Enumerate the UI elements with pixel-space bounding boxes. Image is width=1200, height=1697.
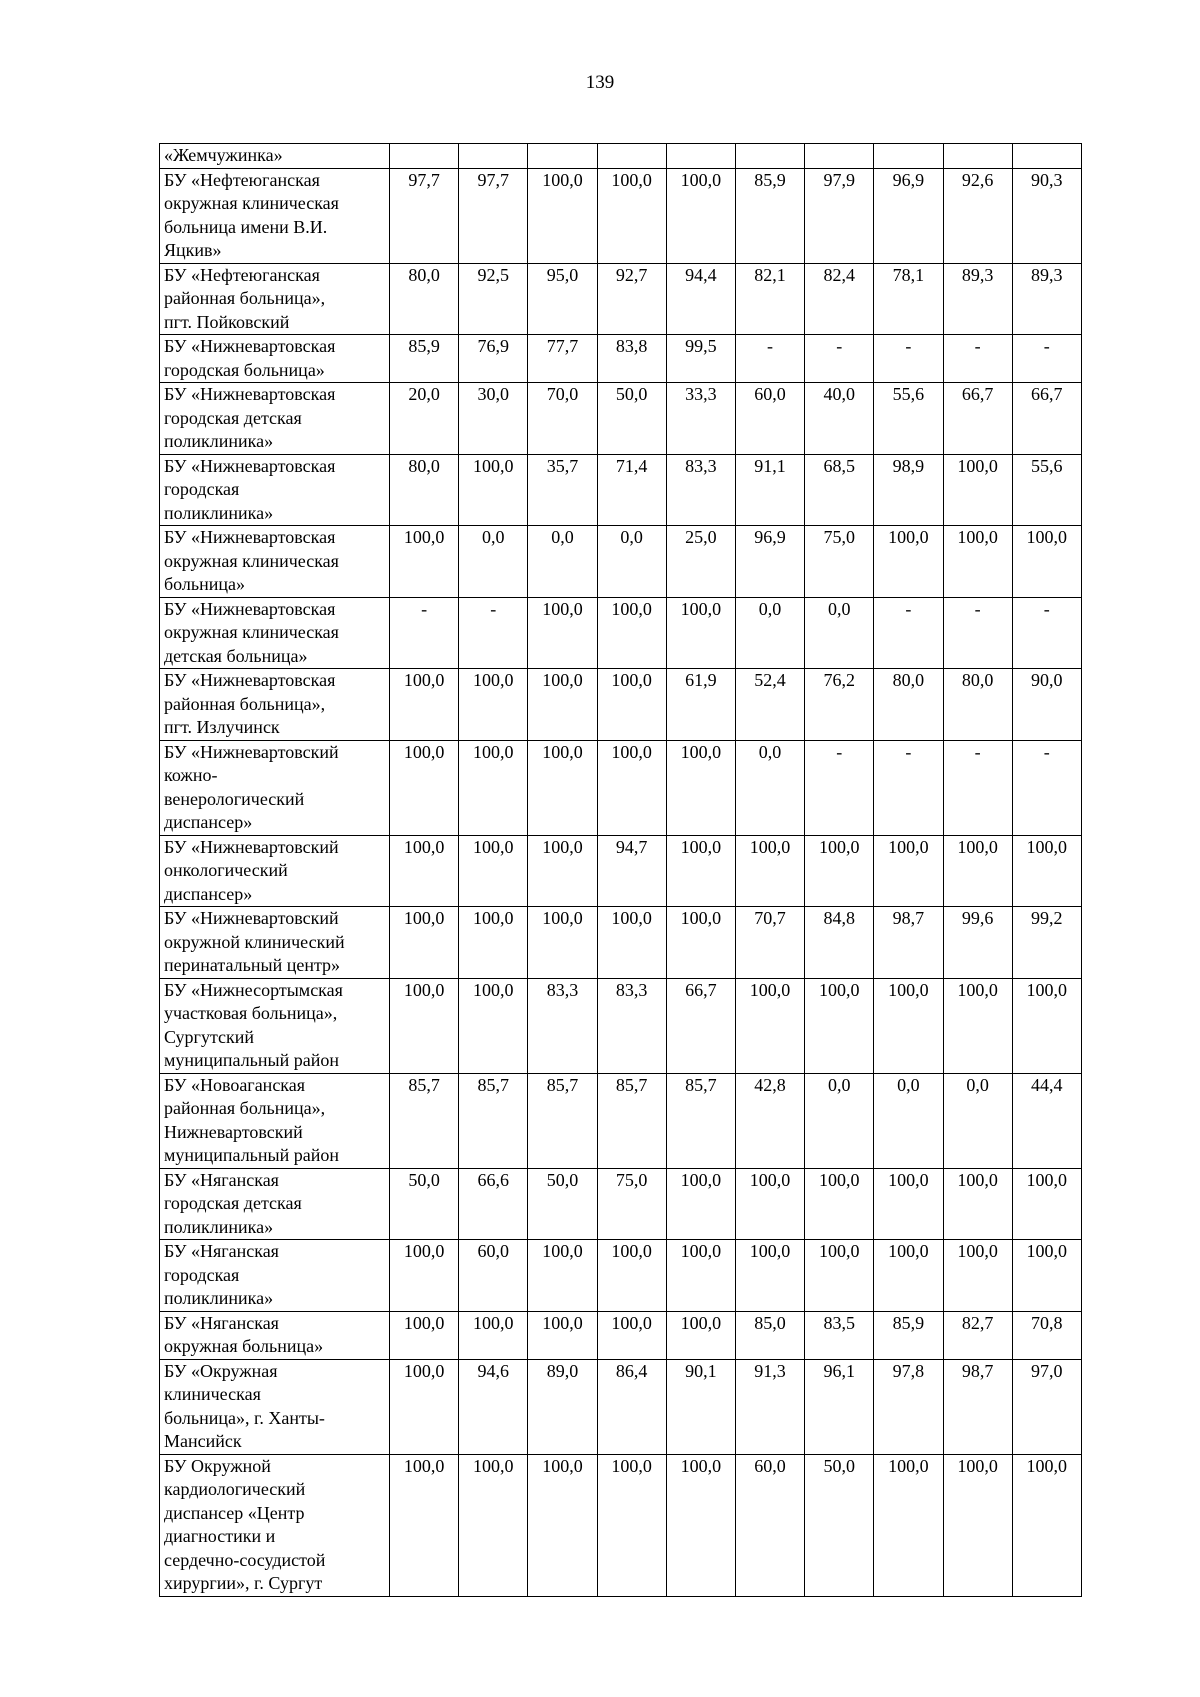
value-cell: 100,0 [597,1311,666,1359]
value-cell: 85,9 [390,335,459,383]
value-cell: 60,0 [459,1240,528,1312]
value-cell: 80,0 [390,454,459,526]
value-cell: 85,7 [666,1073,735,1168]
value-cell: 66,7 [943,383,1012,455]
value-cell: - [1012,740,1081,835]
data-table [159,143,1082,1597]
value-cell: 100,0 [735,835,804,907]
value-cell: 100,0 [459,978,528,1073]
value-cell: 100,0 [666,168,735,263]
value-cell: 100,0 [943,1454,1012,1596]
table-row [160,907,1082,979]
value-cell: 50,0 [528,1168,597,1240]
value-cell: 85,9 [735,168,804,263]
value-cell: 100,0 [1012,1454,1081,1596]
value-cell: 50,0 [597,383,666,455]
value-cell: 100,0 [666,907,735,979]
value-cell: 92,5 [459,263,528,335]
value-cell [943,144,1012,169]
value-cell: 82,1 [735,263,804,335]
value-cell: 97,0 [1012,1359,1081,1454]
value-cell: 80,0 [943,669,1012,741]
value-cell: 42,8 [735,1073,804,1168]
value-cell: 100,0 [666,597,735,669]
value-cell: 100,0 [597,669,666,741]
value-cell: 100,0 [943,454,1012,526]
value-cell: 100,0 [459,454,528,526]
institution-name-cell: БУ «Нижневартовская городская больница» [160,335,390,383]
value-cell [459,144,528,169]
value-cell: 100,0 [528,835,597,907]
value-cell: 98,7 [874,907,943,979]
value-cell: 100,0 [1012,978,1081,1073]
value-cell: 100,0 [390,1359,459,1454]
value-cell: 91,1 [735,454,804,526]
value-cell: 25,0 [666,526,735,598]
table-row [160,1311,1082,1359]
value-cell: 89,3 [1012,263,1081,335]
value-cell: 97,7 [459,168,528,263]
value-cell: - [874,597,943,669]
institution-name-cell: БУ «Нижневартовская окружная клиническая детская больница» [160,597,390,669]
institution-name-cell: БУ «Новоаганская районная больница», Нижневартовский муниципальный район [160,1073,390,1168]
value-cell: 100,0 [390,1240,459,1312]
value-cell: 100,0 [528,1240,597,1312]
value-cell: 100,0 [1012,1240,1081,1312]
value-cell: 100,0 [528,597,597,669]
value-cell: 99,6 [943,907,1012,979]
value-cell: 75,0 [597,1168,666,1240]
value-cell: 50,0 [805,1454,874,1596]
institution-name-cell: БУ Окружной кардиологический диспансер «Центр диагностики и сердечно-сосудистой хирургии», г. Сургут [160,1454,390,1596]
table-row [160,1359,1082,1454]
value-cell: 86,4 [597,1359,666,1454]
value-cell [874,144,943,169]
value-cell: 0,0 [735,740,804,835]
value-cell: 100,0 [528,907,597,979]
value-cell: 85,0 [735,1311,804,1359]
value-cell: 100,0 [943,1240,1012,1312]
value-cell: 0,0 [805,1073,874,1168]
value-cell: 94,6 [459,1359,528,1454]
value-cell: 0,0 [874,1073,943,1168]
value-cell: 100,0 [459,740,528,835]
value-cell: 100,0 [874,978,943,1073]
value-cell: 40,0 [805,383,874,455]
value-cell: 0,0 [597,526,666,598]
page-number: 139 [585,72,615,93]
value-cell: 80,0 [390,263,459,335]
value-cell: 20,0 [390,383,459,455]
value-cell: 100,0 [805,835,874,907]
value-cell: 100,0 [874,1240,943,1312]
institution-name-cell: БУ «Нижневартовская окружная клиническая больница» [160,526,390,598]
value-cell: - [874,740,943,835]
table-row [160,1168,1082,1240]
value-cell: 89,3 [943,263,1012,335]
value-cell: 0,0 [459,526,528,598]
value-cell: 99,5 [666,335,735,383]
value-cell: 100,0 [528,740,597,835]
value-cell: 94,7 [597,835,666,907]
table-row [160,1454,1082,1596]
value-cell: 70,0 [528,383,597,455]
value-cell: 94,4 [666,263,735,335]
value-cell: 55,6 [874,383,943,455]
table-row [160,835,1082,907]
value-cell: 44,4 [1012,1073,1081,1168]
value-cell: 100,0 [874,1168,943,1240]
table-row [160,383,1082,455]
table-row [160,454,1082,526]
institution-name-cell: «Жемчужинка» [160,144,390,169]
value-cell: 85,7 [390,1073,459,1168]
value-cell: - [805,740,874,835]
value-cell: 100,0 [528,1454,597,1596]
value-cell: 97,7 [390,168,459,263]
value-cell: 100,0 [459,1311,528,1359]
value-cell: - [1012,597,1081,669]
value-cell: 0,0 [528,526,597,598]
value-cell: 100,0 [1012,835,1081,907]
value-cell: 92,6 [943,168,1012,263]
value-cell: 70,7 [735,907,804,979]
value-cell: 100,0 [735,1168,804,1240]
value-cell: 50,0 [390,1168,459,1240]
value-cell: 90,0 [1012,669,1081,741]
value-cell: 100,0 [390,835,459,907]
value-cell: 100,0 [805,978,874,1073]
value-cell: 60,0 [735,1454,804,1596]
value-cell: - [735,335,804,383]
table-row [160,669,1082,741]
value-cell: 100,0 [805,1168,874,1240]
table-row [160,144,1082,169]
value-cell: 100,0 [805,1240,874,1312]
value-cell: 85,7 [528,1073,597,1168]
value-cell: 100,0 [1012,1168,1081,1240]
value-cell [666,144,735,169]
institution-name-cell: БУ «Нижневартовский окружной клинический перинатальный центр» [160,907,390,979]
value-cell: - [943,740,1012,835]
value-cell: 100,0 [597,168,666,263]
value-cell: - [459,597,528,669]
value-cell: 100,0 [390,978,459,1073]
value-cell: 85,9 [874,1311,943,1359]
institution-name-cell: БУ «Няганская окружная больница» [160,1311,390,1359]
value-cell: 100,0 [943,978,1012,1073]
value-cell: 100,0 [666,740,735,835]
value-cell: 100,0 [390,526,459,598]
value-cell [1012,144,1081,169]
value-cell: 83,8 [597,335,666,383]
value-cell: 96,9 [735,526,804,598]
institution-name-cell: БУ «Нижневартовская районная больница», пгт. Излучинск [160,669,390,741]
table-row [160,740,1082,835]
value-cell: 70,8 [1012,1311,1081,1359]
value-cell: 35,7 [528,454,597,526]
table-row [160,1240,1082,1312]
value-cell: 96,9 [874,168,943,263]
value-cell: 66,7 [666,978,735,1073]
value-cell: 100,0 [666,835,735,907]
value-cell: 76,9 [459,335,528,383]
value-cell: 76,2 [805,669,874,741]
value-cell: 95,0 [528,263,597,335]
value-cell: 98,9 [874,454,943,526]
institution-name-cell: БУ «Нижневартовский онкологический диспансер» [160,835,390,907]
value-cell: 82,7 [943,1311,1012,1359]
value-cell: 0,0 [735,597,804,669]
value-cell: 100,0 [597,597,666,669]
value-cell: 66,7 [1012,383,1081,455]
value-cell: 100,0 [1012,526,1081,598]
value-cell: 100,0 [528,168,597,263]
value-cell: 100,0 [390,1454,459,1596]
value-cell: 55,6 [1012,454,1081,526]
value-cell: 100,0 [459,835,528,907]
value-cell: 85,7 [459,1073,528,1168]
value-cell: 100,0 [874,526,943,598]
value-cell: 83,3 [528,978,597,1073]
value-cell: 100,0 [597,1454,666,1596]
value-cell: 100,0 [597,1240,666,1312]
value-cell [735,144,804,169]
value-cell: 100,0 [666,1240,735,1312]
value-cell: - [805,335,874,383]
value-cell: 33,3 [666,383,735,455]
value-cell: 100,0 [943,835,1012,907]
value-cell: 78,1 [874,263,943,335]
value-cell: 100,0 [390,669,459,741]
value-cell [528,144,597,169]
value-cell: 68,5 [805,454,874,526]
institution-name-cell: БУ «Нижневартовская городская детская поликлиника» [160,383,390,455]
value-cell: 60,0 [735,383,804,455]
table-row [160,597,1082,669]
value-cell: 100,0 [528,669,597,741]
value-cell: 84,8 [805,907,874,979]
value-cell: 100,0 [735,978,804,1073]
value-cell: 30,0 [459,383,528,455]
value-cell [597,144,666,169]
value-cell: 85,7 [597,1073,666,1168]
value-cell: 100,0 [666,1311,735,1359]
value-cell: 100,0 [943,526,1012,598]
value-cell: 80,0 [874,669,943,741]
table-row [160,978,1082,1073]
table-row [160,335,1082,383]
institution-name-cell: БУ «Нефтеюганская окружная клиническая больница имени В.И. Яцкив» [160,168,390,263]
institution-name-cell: БУ «Нефтеюганская районная больница», пгт. Пойковский [160,263,390,335]
value-cell: 99,2 [1012,907,1081,979]
value-cell: - [943,335,1012,383]
value-cell: 100,0 [735,1240,804,1312]
institution-name-cell: БУ «Окружная клиническая больница», г. Ханты- Мансийск [160,1359,390,1454]
table-row [160,1073,1082,1168]
value-cell: 66,6 [459,1168,528,1240]
value-cell: 97,8 [874,1359,943,1454]
value-cell: 100,0 [390,740,459,835]
value-cell: 89,0 [528,1359,597,1454]
institution-name-cell: БУ «Нижневартовский кожно- венерологический диспансер» [160,740,390,835]
value-cell: 75,0 [805,526,874,598]
value-cell: 83,3 [597,978,666,1073]
value-cell: 83,3 [666,454,735,526]
value-cell: 100,0 [874,1454,943,1596]
value-cell: 52,4 [735,669,804,741]
value-cell: 90,3 [1012,168,1081,263]
value-cell: 100,0 [597,907,666,979]
value-cell: 100,0 [528,1311,597,1359]
table-row [160,526,1082,598]
value-cell [390,144,459,169]
value-cell: 97,9 [805,168,874,263]
value-cell: 100,0 [666,1454,735,1596]
value-cell: 0,0 [943,1073,1012,1168]
value-cell: 96,1 [805,1359,874,1454]
value-cell: 100,0 [390,1311,459,1359]
value-cell: 82,4 [805,263,874,335]
value-cell: 90,1 [666,1359,735,1454]
value-cell: 71,4 [597,454,666,526]
value-cell: 100,0 [459,669,528,741]
institution-name-cell: БУ «Нижнесортымская участковая больница», Сургутский муниципальный район [160,978,390,1073]
value-cell: 100,0 [666,1168,735,1240]
value-cell: 100,0 [459,907,528,979]
value-cell: - [1012,335,1081,383]
value-cell: 92,7 [597,263,666,335]
table-row [160,263,1082,335]
value-cell: 100,0 [459,1454,528,1596]
value-cell: 100,0 [597,740,666,835]
value-cell: 91,3 [735,1359,804,1454]
value-cell: - [943,597,1012,669]
value-cell: - [390,597,459,669]
value-cell: - [874,335,943,383]
value-cell: 100,0 [390,907,459,979]
value-cell: 61,9 [666,669,735,741]
value-cell: 98,7 [943,1359,1012,1454]
value-cell: 100,0 [874,835,943,907]
institution-name-cell: БУ «Няганская городская поликлиника» [160,1240,390,1312]
institution-name-cell: БУ «Нижневартовская городская поликлиника» [160,454,390,526]
table-row [160,168,1082,263]
value-cell: 0,0 [805,597,874,669]
value-cell: 100,0 [943,1168,1012,1240]
value-cell: 83,5 [805,1311,874,1359]
institution-name-cell: БУ «Няганская городская детская поликлиника» [160,1168,390,1240]
value-cell: 77,7 [528,335,597,383]
value-cell [805,144,874,169]
